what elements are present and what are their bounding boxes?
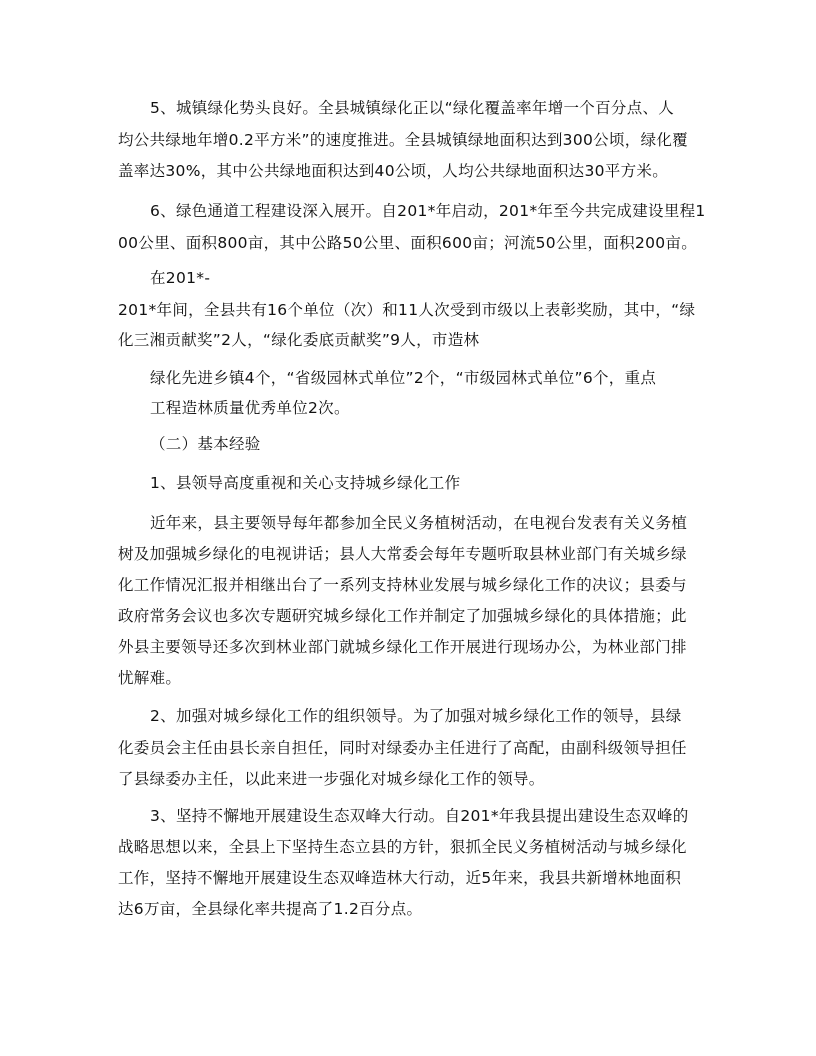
text-line: 盖率达30%，其中公共绿地面积达到40公顷，人均公共绿地面积达30平方米。 bbox=[118, 162, 668, 180]
text-line: 绿化先进乡镇4个，“省级园林式单位”2个，“市级园林式单位”6个，重点 bbox=[150, 369, 657, 387]
text-line: 化三湘贡献奖”2人，“绿化委底贡献奖”9人，市造林 bbox=[118, 331, 480, 349]
text-line: 工作，坚持不懈地开展建设生态双峰造林大行动，近5年来，我县共新增林地面积 bbox=[118, 869, 682, 887]
text-line: 化委员会主任由县长亲自担任，同时对绿委办主任进行了高配，由副科级领导担任 bbox=[118, 739, 687, 757]
text-line: 工程造林质量优秀单位2次。 bbox=[150, 399, 350, 417]
text-line: 战略思想以来，全县上下坚持生态立县的方针，狠抓全民义务植树活动与城乡绿化 bbox=[118, 838, 687, 856]
subsection-heading: 1、县领导高度重视和关心支持城乡绿化工作 bbox=[150, 474, 461, 492]
text-line: 3、坚持不懈地开展建设生态双峰大行动。自201*年我县提出建设生态双峰的 bbox=[150, 807, 689, 825]
text-line: 00公里、面积800亩，其中公路50公里、面积600亩；河流50公里，面积200亩。 bbox=[118, 234, 698, 252]
text-line: 6、绿色通道工程建设深入展开。自201*年启动，201*年至今共完成建设里程1 bbox=[150, 202, 706, 220]
text-line: 忧解难。 bbox=[118, 669, 182, 687]
text-line: 了县绿委办主任，以此来进一步强化对城乡绿化工作的领导。 bbox=[118, 770, 545, 788]
text-line: 政府常务会议也多次专题研究城乡绿化工作并制定了加强城乡绿化的具体措施；此 bbox=[118, 607, 687, 625]
section-heading: （二）基本经验 bbox=[150, 435, 261, 453]
text-line: 树及加强城乡绿化的电视讲话；县人大常委会每年专题听取县林业部门有关城乡绿 bbox=[118, 545, 687, 563]
text-line: 达6万亩，全县绿化率共提高了1.2百分点。 bbox=[118, 900, 423, 918]
text-line: 均公共绿地年增0.2平方米”的速度推进。全县城镇绿地面积达到300公顷，绿化覆 bbox=[118, 131, 688, 149]
text-line: 在201*- bbox=[150, 269, 211, 287]
text-line: 化工作情况汇报并相继出台了一系列支持林业发展与城乡绿化工作的决议；县委与 bbox=[118, 576, 687, 594]
text-line: 近年来，县主要领导每年都参加全民义务植树活动，在电视台发表有关义务植 bbox=[150, 514, 688, 532]
text-line: 2、加强对城乡绿化工作的组织领导。为了加强对城乡绿化工作的领导，县绿 bbox=[150, 707, 682, 725]
text-line: 201*年间，全县共有16个单位（次）和11人次受到市级以上表彰奖励，其中，“绿 bbox=[118, 301, 696, 319]
text-line: 5、城镇绿化势头良好。全县城镇绿化正以“绿化覆盖率年增一个百分点、人 bbox=[150, 99, 675, 117]
text-line: 外县主要领导还多次到林业部门就城乡绿化工作开展进行现场办公，为林业部门排 bbox=[118, 638, 687, 656]
